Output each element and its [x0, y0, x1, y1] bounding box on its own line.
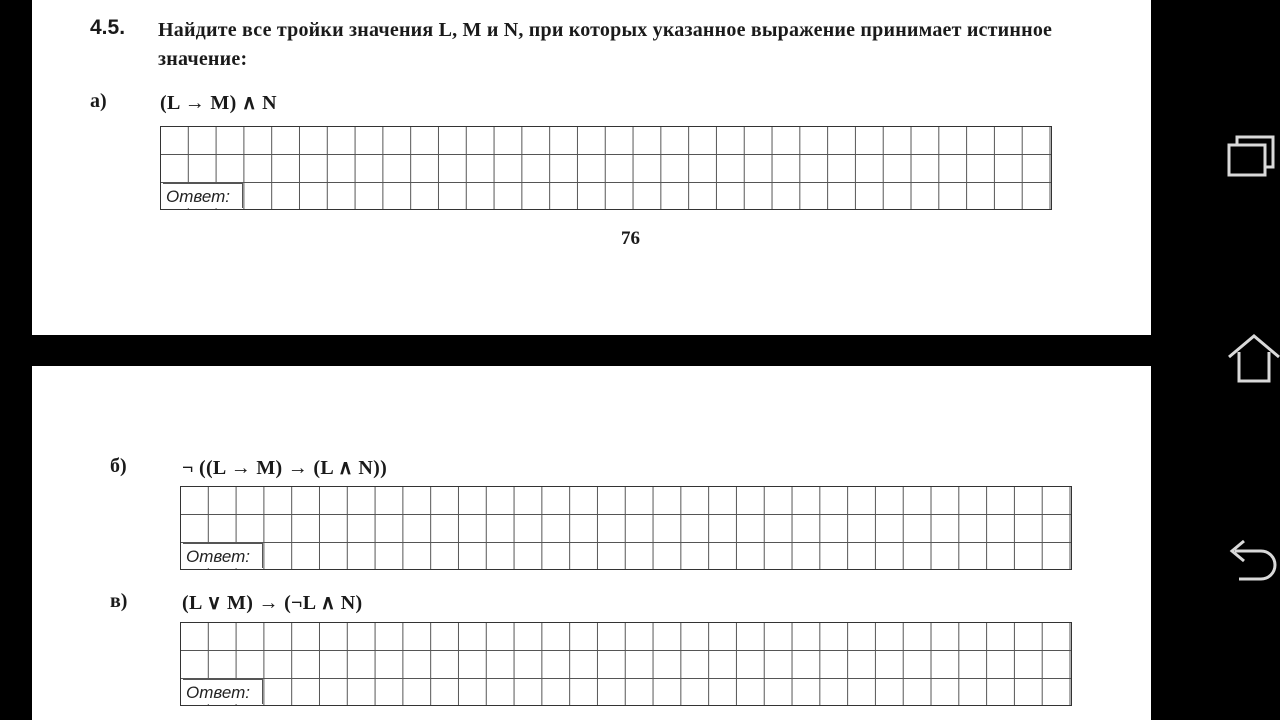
task-text: Найдите все тройки значения L, M и N, при которых указанное выражение принимает истинное значение: — [158, 19, 1053, 70]
item-c-expression: (L ∨ M) → (¬L ∧ N) — [182, 592, 363, 614]
recent-apps-icon — [1151, 115, 1280, 205]
back-button[interactable] — [1151, 515, 1280, 605]
back-icon — [1151, 515, 1280, 605]
answer-label-a: Ответ: — [163, 183, 243, 208]
answer-label-c: Ответ: — [183, 679, 263, 704]
document-page-top — [32, 0, 1151, 335]
answer-grid-b[interactable] — [180, 486, 1072, 570]
answer-grid-c[interactable] — [180, 622, 1072, 706]
item-a-expression: (L → M) ∧ N — [160, 92, 277, 114]
android-navigation-bar — [1151, 0, 1280, 720]
item-b-expression: ¬ ((L → M) → (L ∧ N)) — [182, 457, 388, 479]
document-page-bottom — [32, 366, 1151, 720]
task-number: 4.5. — [90, 16, 126, 39]
page-number: 76 — [621, 228, 640, 249]
home-button[interactable] — [1151, 315, 1280, 405]
recent-apps-button[interactable] — [1151, 115, 1280, 205]
item-b-label: б) — [110, 455, 127, 477]
item-c-label: в) — [110, 590, 128, 612]
item-a-label: а) — [90, 90, 107, 112]
home-icon — [1151, 315, 1280, 405]
answer-grid-a[interactable] — [160, 126, 1052, 210]
answer-label-b: Ответ: — [183, 543, 263, 568]
